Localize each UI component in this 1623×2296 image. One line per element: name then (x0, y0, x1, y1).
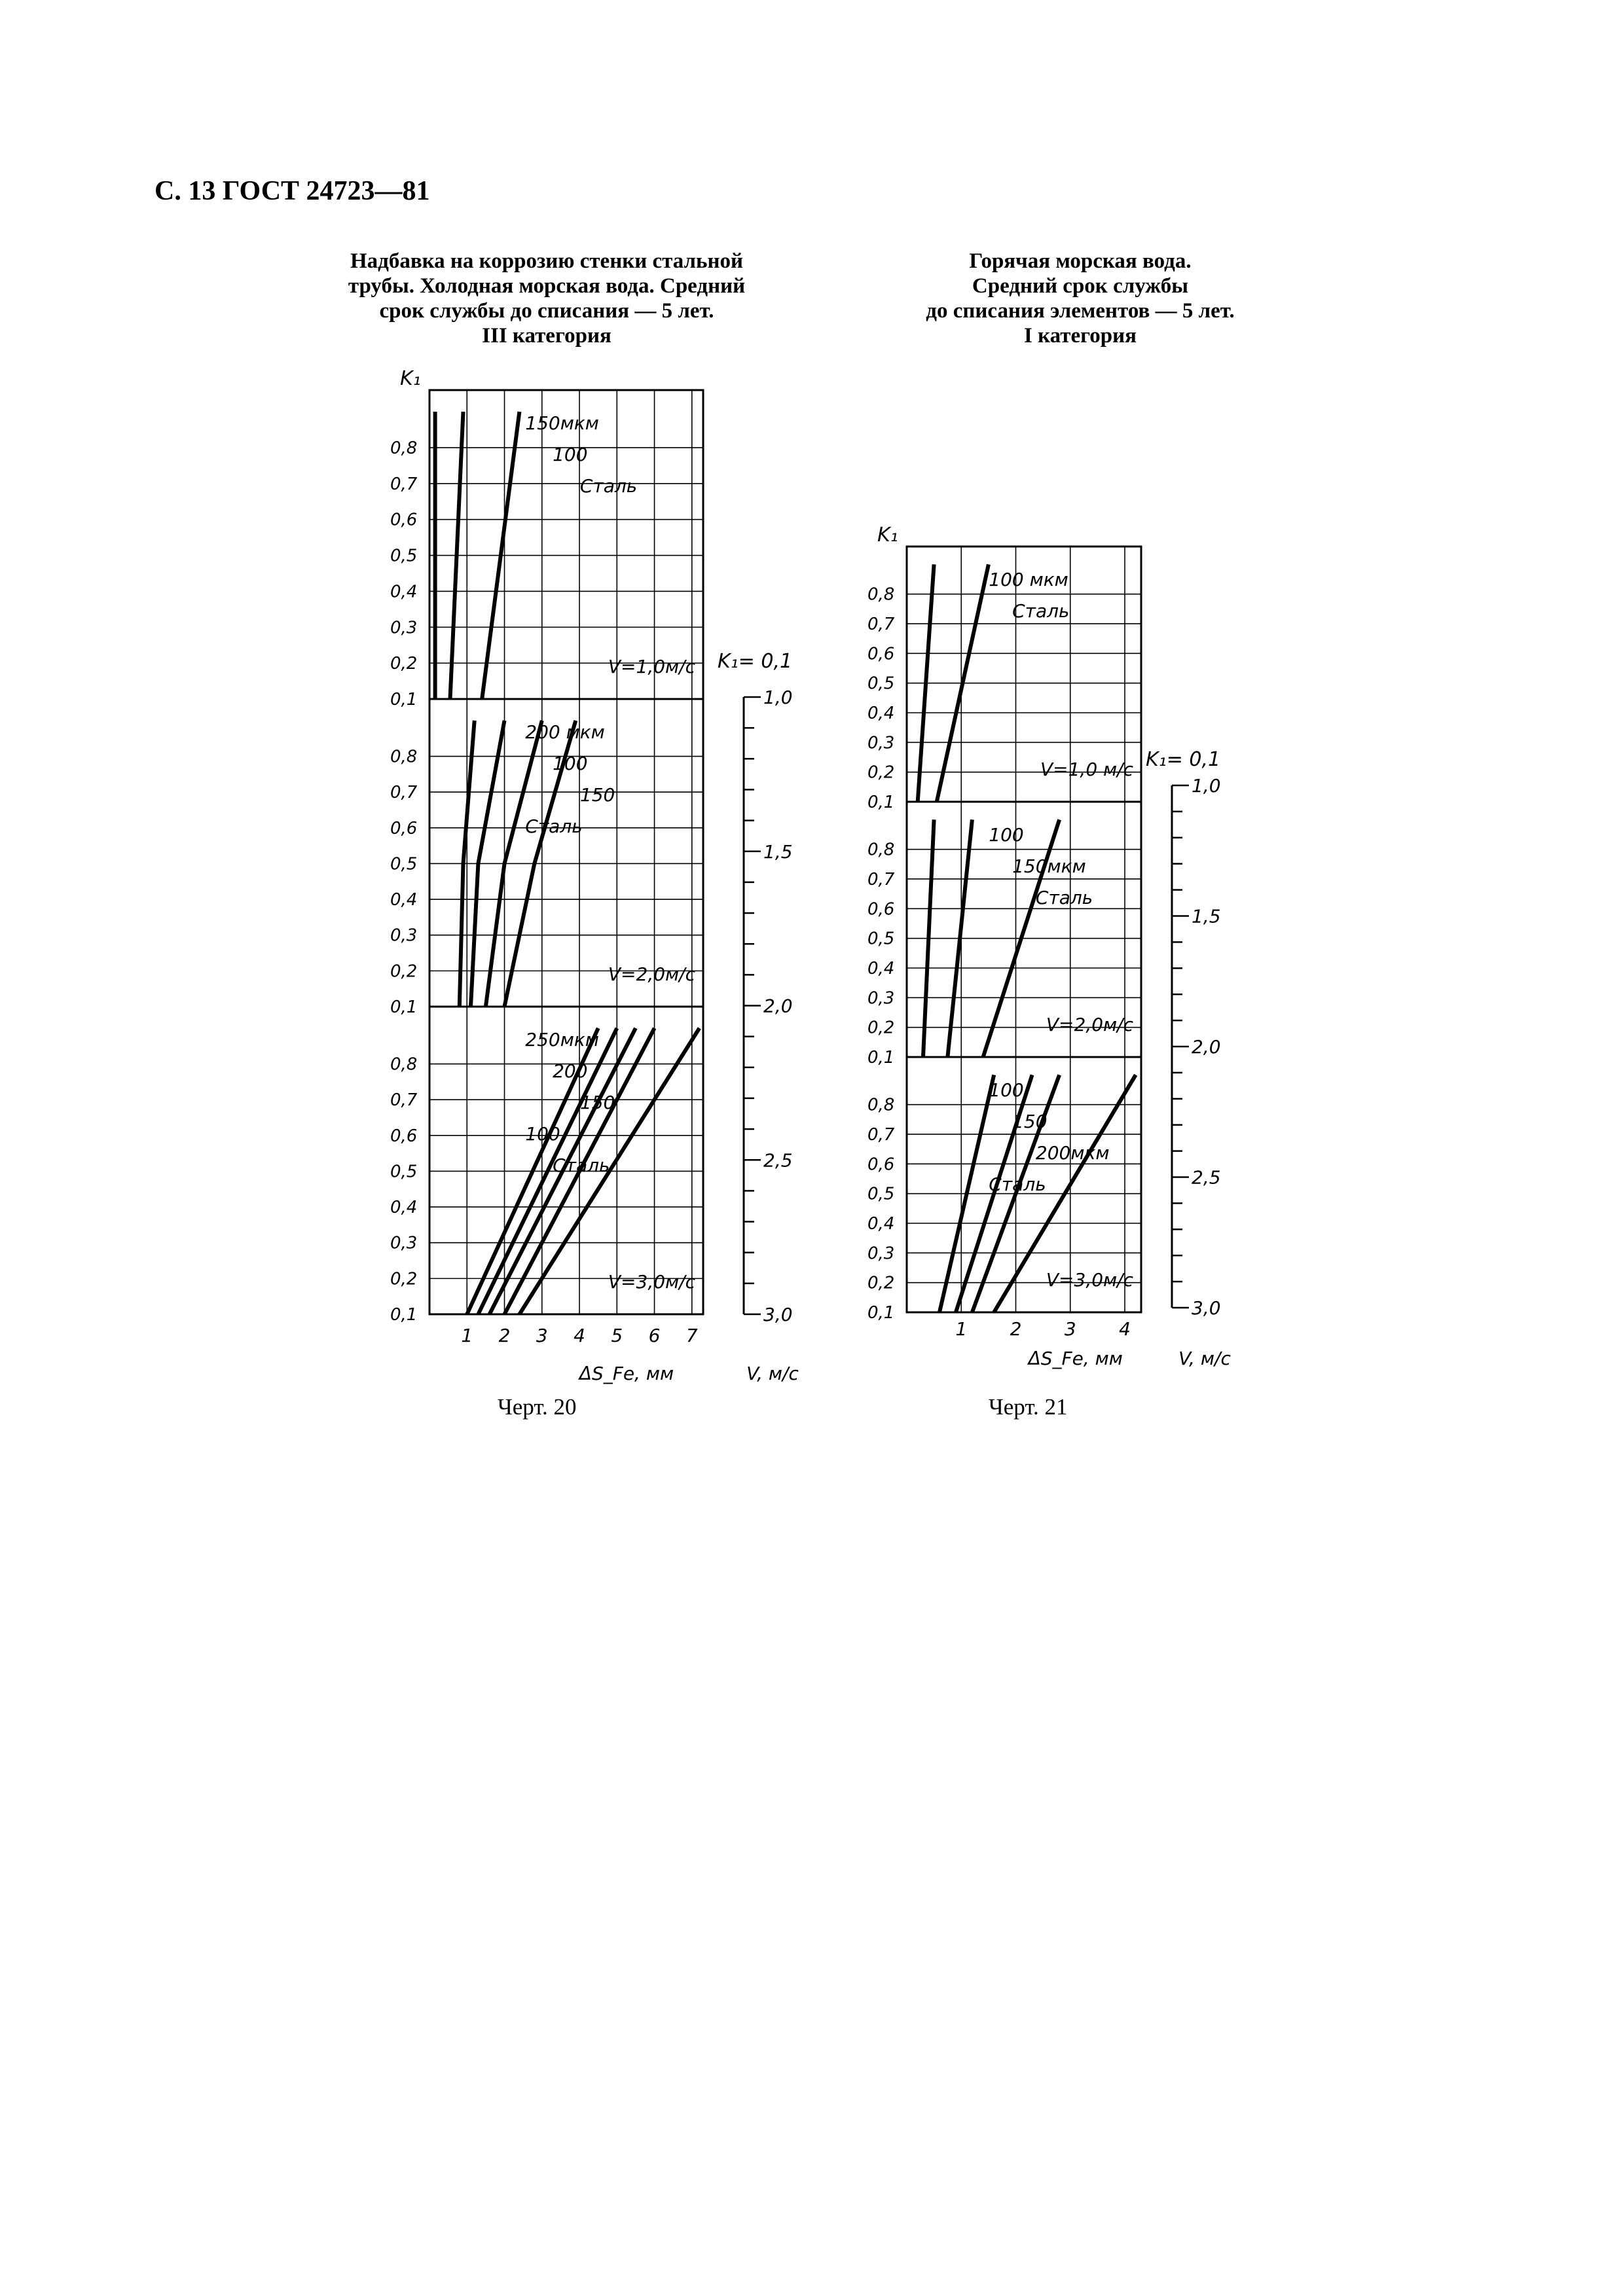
velocity-label: V=1,0 м/с (1040, 759, 1133, 780)
y-tick-label: 0,8 (867, 584, 895, 605)
velocity-tick-label: 2,5 (763, 1149, 793, 1172)
y-tick-label: 0,8 (390, 1054, 418, 1075)
curve-label: 100 (553, 444, 588, 465)
curve-label: 100 (989, 824, 1024, 846)
y-tick-label: 0,3 (390, 618, 418, 638)
velocity-label: V=1,0м/с (608, 656, 695, 677)
y-tick-label: 0,1 (390, 1305, 418, 1325)
curve-label: Сталь (525, 816, 583, 837)
curve-label: 100 (525, 1123, 560, 1145)
caption-line: I категория (1024, 324, 1137, 348)
y-tick-label: 0,6 (390, 510, 418, 530)
velocity-tick-label: 1,0 (763, 687, 793, 708)
y-axis-label: K₁ (400, 367, 421, 390)
y-tick-label: 0,1 (390, 997, 418, 1017)
x-axis-label: ΔS_Fe, мм (1028, 1348, 1123, 1369)
velocity-tick-label: 1,5 (1192, 905, 1221, 927)
y-tick-label: 0,6 (390, 1126, 418, 1146)
x-tick-label: 3 (536, 1325, 548, 1346)
velocity-label: V=3,0м/с (608, 1271, 695, 1293)
curve-label: Сталь (1012, 600, 1070, 622)
y-tick-label: 0,5 (390, 854, 418, 874)
panel-frame (429, 390, 703, 699)
caption-line: Горячая морская вода. (969, 249, 1192, 273)
y-tick-label: 0,2 (867, 1018, 895, 1038)
velocity-tick-label: 2,0 (763, 995, 793, 1017)
caption-line: Средний срок службы (972, 274, 1189, 298)
curve-label: Сталь (1035, 887, 1093, 908)
curve-label: 150мкм (525, 412, 599, 434)
velocity-tick-label: 1,5 (763, 840, 793, 863)
y-tick-label: 0,4 (390, 582, 418, 602)
y-tick-label: 0,2 (867, 762, 895, 783)
curve-label: 150 (579, 1092, 615, 1113)
figure-20-label: Черт. 20 (498, 1394, 577, 1420)
y-tick-label: 0,4 (867, 1213, 895, 1234)
x-tick-label: 7 (685, 1325, 698, 1346)
curve-label: Сталь (553, 1155, 610, 1176)
y-tick-label: 0,5 (867, 673, 895, 694)
x-tick-label: 4 (574, 1325, 585, 1346)
velocity-label: V=3,0м/с (1046, 1269, 1133, 1291)
curve-label: 100 (553, 753, 588, 774)
curve-label: Сталь (579, 475, 638, 497)
curve-label: 200мкм (1035, 1142, 1110, 1164)
y-tick-label: 0,6 (390, 818, 418, 838)
y-tick-label: 0,4 (867, 703, 895, 723)
y-tick-label: 0,4 (390, 1198, 418, 1218)
y-tick-label: 0,1 (867, 793, 895, 812)
y-tick-label: 0,3 (390, 1233, 418, 1253)
caption-line: III категория (482, 324, 611, 348)
x-tick-label: 1 (955, 1318, 968, 1340)
curve-label: 150 (579, 784, 615, 806)
y-tick-label: 0,7 (390, 474, 418, 494)
velocity-tick-label: 3,0 (1192, 1297, 1221, 1319)
x-tick-label: 2 (498, 1325, 511, 1346)
y-tick-label: 0,3 (867, 733, 895, 753)
panel-frame (429, 699, 703, 1007)
velocity-axis-label: V, м/с (1178, 1348, 1231, 1369)
curve-label: 100 (989, 1079, 1024, 1101)
curve-label: 150мкм (1012, 855, 1086, 877)
velocity-tick-label: 2,5 (1192, 1166, 1221, 1189)
y-tick-label: 0,4 (390, 890, 418, 910)
velocity-tick-label: 1,0 (1192, 775, 1221, 797)
figure-21-label: Черт. 21 (989, 1394, 1068, 1420)
y-tick-label: 0,1 (867, 1303, 895, 1323)
curve-label: 200 (553, 1060, 588, 1082)
y-tick-label: 0,8 (867, 1095, 895, 1115)
y-tick-label: 0,7 (867, 614, 895, 634)
y-tick-label: 0,5 (867, 929, 895, 949)
caption-line: Надбавка на коррозию стенки стальной (350, 249, 744, 273)
y-tick-label: 0,3 (867, 1244, 895, 1264)
y-tick-label: 0,2 (390, 961, 418, 982)
y-tick-label: 0,5 (390, 546, 418, 566)
curve-label: Сталь (989, 1174, 1046, 1195)
caption-line: трубы. Холодная морская вода. Средний (348, 274, 746, 298)
caption-line: срок службы до списания — 5 лет. (379, 299, 714, 323)
y-tick-label: 0,5 (867, 1184, 895, 1204)
x-tick-label: 2 (1010, 1318, 1022, 1340)
y-tick-label: 0,2 (390, 1269, 418, 1289)
y-tick-label: 0,2 (390, 654, 418, 674)
velocity-axis-label: V, м/с (746, 1363, 799, 1384)
y-tick-label: 0,6 (867, 1155, 895, 1175)
x-tick-label: 6 (648, 1325, 661, 1346)
velocity-label: V=2,0м/с (1046, 1014, 1133, 1035)
caption-line: до списания элементов — 5 лет. (926, 299, 1235, 323)
y-tick-label: 0,7 (867, 869, 895, 889)
page-header: С. 13 ГОСТ 24723—81 (155, 176, 430, 206)
y-tick-label: 0,1 (390, 690, 418, 709)
y-tick-label: 0,6 (867, 644, 895, 664)
y-axis-label: K₁ (877, 524, 898, 547)
velocity-tick-label: 3,0 (763, 1304, 793, 1325)
velocity-tick-label: 2,0 (1192, 1036, 1221, 1058)
y-tick-label: 0,8 (867, 840, 895, 860)
y-tick-label: 0,7 (867, 1124, 895, 1145)
curve-label: 100 мкм (989, 569, 1068, 590)
y-tick-label: 0,8 (390, 438, 418, 458)
curve-label: 150 (1012, 1111, 1048, 1132)
y-tick-label: 0,6 (867, 899, 895, 920)
y-tick-label: 0,2 (867, 1273, 895, 1293)
velocity-label: V=2,0м/с (608, 963, 695, 985)
x-tick-label: 5 (611, 1325, 623, 1346)
y-tick-label: 0,7 (390, 783, 418, 803)
y-tick-label: 0,8 (390, 747, 418, 767)
x-tick-label: 1 (461, 1325, 473, 1346)
y-tick-label: 0,3 (867, 988, 895, 1009)
x-tick-label: 4 (1119, 1318, 1131, 1340)
velocity-axis-title: K₁= 0,1 (1146, 748, 1221, 771)
x-axis-label: ΔS_Fe, мм (579, 1363, 674, 1384)
velocity-axis-title: K₁= 0,1 (718, 650, 793, 673)
y-tick-label: 0,3 (390, 925, 418, 946)
curve-label: 200 мкм (525, 721, 605, 743)
curve-label: 250мкм (525, 1029, 599, 1050)
y-tick-label: 0,7 (390, 1090, 418, 1111)
y-tick-label: 0,5 (390, 1162, 418, 1182)
y-tick-label: 0,4 (867, 958, 895, 978)
x-tick-label: 3 (1064, 1318, 1076, 1340)
y-tick-label: 0,1 (867, 1048, 895, 1067)
